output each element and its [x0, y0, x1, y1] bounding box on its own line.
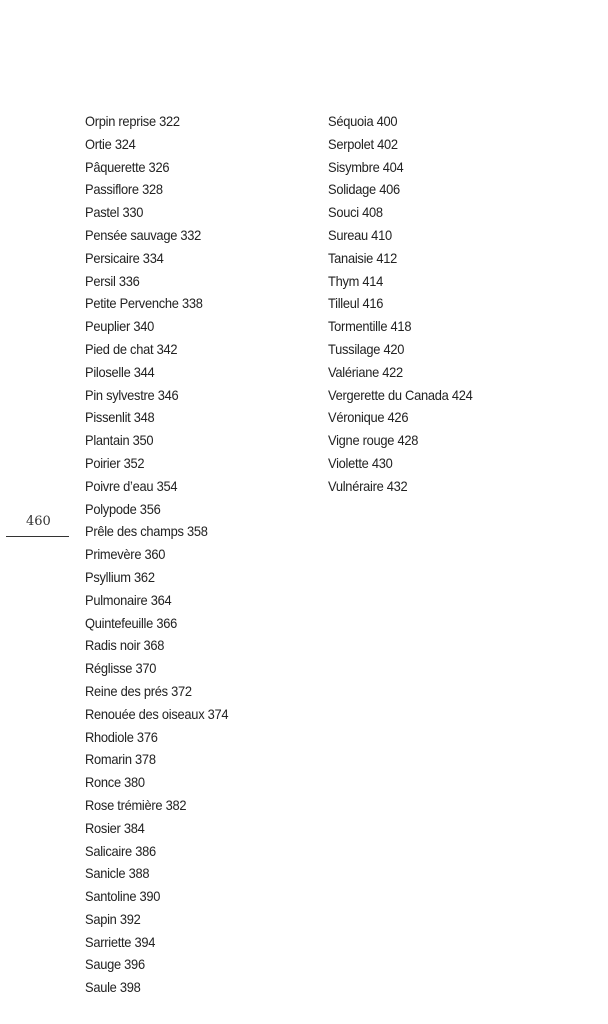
index-entry: Quintefeuille 366 — [85, 614, 177, 631]
index-entry: Romarin 378 — [85, 751, 156, 768]
index-entry: Poirier 352 — [85, 454, 145, 471]
index-entry: Sapin 392 — [85, 910, 141, 927]
index-entry: Persil 336 — [85, 272, 140, 289]
index-entry: Rose trémière 382 — [85, 796, 187, 813]
index-entry: Sureau 410 — [328, 226, 392, 243]
index-entry: Sanicle 388 — [85, 865, 150, 882]
page-number-rule — [6, 536, 69, 537]
index-entry: Vergerette du Canada 424 — [328, 386, 473, 403]
index-entry: Saule 398 — [85, 979, 141, 996]
index-entry: Vulnéraire 432 — [328, 477, 408, 494]
index-entry: Poivre d’eau 354 — [85, 477, 178, 494]
index-entry: Pulmonaire 364 — [85, 591, 172, 608]
index-column-left — [85, 110, 241, 999]
index-entry: Persicaire 334 — [85, 249, 164, 266]
index-entry: Primevère 360 — [85, 546, 166, 563]
index-entry: Rosier 384 — [85, 819, 145, 836]
index-entry: Tanaisie 412 — [328, 249, 398, 266]
index-entry: Renouée des oiseaux 374 — [85, 705, 229, 722]
index-entry: Passiflore 328 — [85, 181, 163, 198]
index-entry: Pâquerette 326 — [85, 158, 170, 175]
index-entry: Plantain 350 — [85, 432, 154, 449]
index-entry: Séquoia 400 — [328, 113, 398, 129]
index-entry: Violette 430 — [328, 454, 393, 471]
page-number: 460 — [26, 514, 51, 529]
index-entry: Tussilage 420 — [328, 340, 405, 357]
index-entry: Sisymbre 404 — [328, 158, 404, 175]
index-entry: Peuplier 340 — [85, 318, 155, 335]
index-entry: Petite Pervenche 338 — [85, 295, 203, 312]
index-entry: Reine des prés 372 — [85, 682, 192, 699]
index-entry: Pensée sauvage 332 — [85, 226, 202, 243]
index-entry: Tormentille 418 — [328, 318, 412, 335]
index-column-right — [328, 110, 485, 498]
index-entry: Thym 414 — [328, 272, 384, 289]
index-entry: Pied de chat 342 — [85, 340, 178, 357]
index-entry: Réglisse 370 — [85, 660, 157, 677]
index-entry: Pissenlit 348 — [85, 409, 155, 426]
index-entry: Vigne rouge 428 — [328, 432, 419, 449]
index-entry: Ortie 324 — [85, 135, 136, 152]
index-entry: Véronique 426 — [328, 409, 409, 426]
index-entry: Polypode 356 — [85, 500, 161, 517]
index-entry: Rhodiole 376 — [85, 728, 158, 745]
index-entry: Orpin reprise 322 — [85, 113, 180, 129]
index-entry: Solidage 406 — [328, 181, 400, 198]
index-entry: Piloselle 344 — [85, 363, 155, 380]
index-entry: Souci 408 — [328, 204, 383, 221]
index-entry: Ronce 380 — [85, 774, 145, 791]
index-entry: Sarriette 394 — [85, 933, 156, 950]
index-entry: Serpolet 402 — [328, 135, 398, 152]
index-entry: Tilleul 416 — [328, 295, 384, 312]
index-entry: Pastel 330 — [85, 204, 144, 221]
index-entry: Pin sylvestre 346 — [85, 386, 179, 403]
index-entry: Sauge 396 — [85, 956, 145, 973]
index-entry: Santoline 390 — [85, 888, 161, 905]
index-entry: Valériane 422 — [328, 363, 403, 380]
index-entry: Radis noir 368 — [85, 637, 165, 654]
index-entry: Psyllium 362 — [85, 568, 155, 585]
index-entry: Prêle des champs 358 — [85, 523, 208, 540]
index-entry: Salicaire 386 — [85, 842, 156, 859]
